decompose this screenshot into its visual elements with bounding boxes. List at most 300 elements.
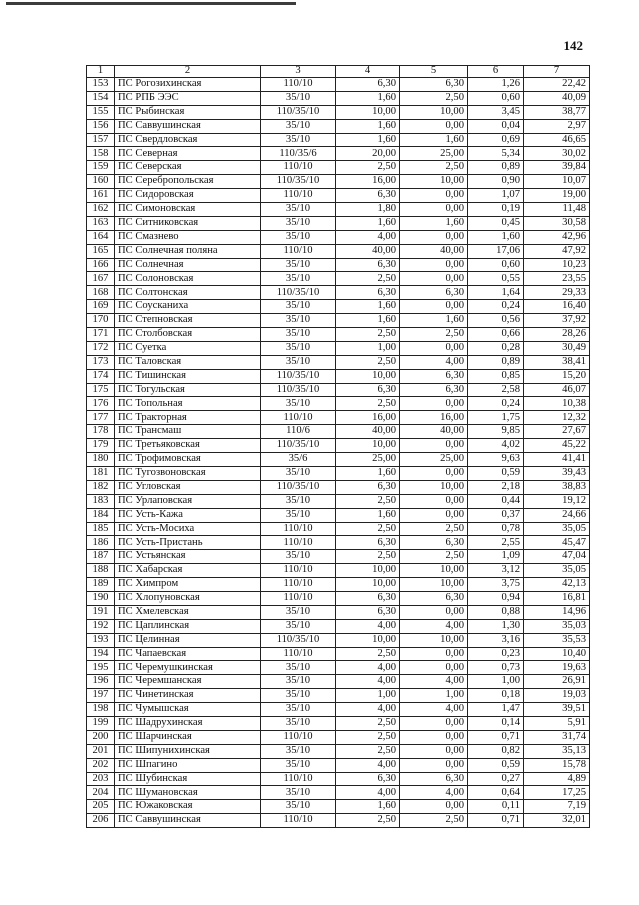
capacity-1-cell: 4,00 — [336, 675, 400, 689]
load-cell: 0,27 — [468, 772, 524, 786]
load-cell: 0,59 — [468, 758, 524, 772]
table-row — [87, 78, 590, 92]
loading-percent-cell: 39,43 — [524, 466, 590, 480]
capacity-2-cell: 0,00 — [400, 716, 468, 730]
capacity-1-cell: 16,00 — [336, 411, 400, 425]
load-cell: 0,94 — [468, 591, 524, 605]
capacity-1-cell: 4,00 — [336, 703, 400, 717]
capacity-1-cell: 1,60 — [336, 133, 400, 147]
substation-name-cell: ПС Серебропольская — [115, 175, 261, 189]
row-number-cell: 201 — [87, 744, 115, 758]
loading-percent-cell: 19,00 — [524, 189, 590, 203]
substation-name-cell: ПС Солнечная — [115, 258, 261, 272]
voltage-cell: 35/10 — [261, 619, 336, 633]
table-row — [87, 411, 590, 425]
column-header: 5 — [400, 66, 468, 78]
table-row — [87, 341, 590, 355]
row-number-cell: 166 — [87, 258, 115, 272]
table-row — [87, 439, 590, 453]
voltage-cell: 110/35/10 — [261, 480, 336, 494]
loading-percent-cell: 30,58 — [524, 216, 590, 230]
capacity-2-cell: 0,00 — [400, 397, 468, 411]
load-cell: 0,90 — [468, 175, 524, 189]
table-row — [87, 314, 590, 328]
table-row — [87, 244, 590, 258]
capacity-1-cell: 2,50 — [336, 161, 400, 175]
loading-percent-cell: 37,92 — [524, 314, 590, 328]
voltage-cell: 35/10 — [261, 341, 336, 355]
capacity-2-cell: 4,00 — [400, 619, 468, 633]
load-cell: 0,71 — [468, 814, 524, 828]
row-number-cell: 203 — [87, 772, 115, 786]
row-number-cell: 177 — [87, 411, 115, 425]
table-row — [87, 689, 590, 703]
capacity-1-cell: 2,50 — [336, 744, 400, 758]
row-number-cell: 186 — [87, 536, 115, 550]
loading-percent-cell: 39,84 — [524, 161, 590, 175]
substation-name-cell: ПС Сидоровская — [115, 189, 261, 203]
load-cell: 0,18 — [468, 689, 524, 703]
capacity-2-cell: 10,00 — [400, 175, 468, 189]
capacity-1-cell: 6,30 — [336, 591, 400, 605]
voltage-cell: 35/10 — [261, 314, 336, 328]
substation-name-cell: ПС Хабарская — [115, 564, 261, 578]
substation-name-cell: ПС Столбовская — [115, 328, 261, 342]
voltage-cell: 110/35/10 — [261, 439, 336, 453]
table-body — [87, 78, 590, 828]
loading-percent-cell: 2,97 — [524, 119, 590, 133]
row-number-cell: 194 — [87, 647, 115, 661]
substation-name-cell: ПС Солнечная поляна — [115, 244, 261, 258]
voltage-cell: 35/10 — [261, 258, 336, 272]
column-header: 2 — [115, 66, 261, 78]
substation-name-cell: ПС Усть-Мосиха — [115, 522, 261, 536]
capacity-1-cell: 2,50 — [336, 814, 400, 828]
loading-percent-cell: 23,55 — [524, 272, 590, 286]
capacity-2-cell: 10,00 — [400, 564, 468, 578]
voltage-cell: 110/10 — [261, 730, 336, 744]
substation-name-cell: ПС Чапаевская — [115, 647, 261, 661]
capacity-1-cell: 2,50 — [336, 716, 400, 730]
capacity-2-cell: 2,50 — [400, 161, 468, 175]
capacity-1-cell: 2,50 — [336, 647, 400, 661]
capacity-2-cell: 6,30 — [400, 369, 468, 383]
voltage-cell: 35/10 — [261, 703, 336, 717]
capacity-2-cell: 4,00 — [400, 355, 468, 369]
voltage-cell: 35/10 — [261, 328, 336, 342]
capacity-2-cell: 10,00 — [400, 105, 468, 119]
load-cell: 0,88 — [468, 605, 524, 619]
loading-percent-cell: 30,49 — [524, 341, 590, 355]
voltage-cell: 110/10 — [261, 244, 336, 258]
loading-percent-cell: 29,33 — [524, 286, 590, 300]
substation-name-cell: ПС Тугозвоновская — [115, 466, 261, 480]
table-row — [87, 647, 590, 661]
loading-percent-cell: 15,20 — [524, 369, 590, 383]
voltage-cell: 35/10 — [261, 203, 336, 217]
capacity-2-cell: 0,00 — [400, 730, 468, 744]
substation-name-cell: ПС Усть-Кажа — [115, 508, 261, 522]
capacity-2-cell: 0,00 — [400, 661, 468, 675]
load-cell: 0,55 — [468, 272, 524, 286]
load-cell: 3,45 — [468, 105, 524, 119]
row-number-cell: 182 — [87, 480, 115, 494]
load-cell: 0,59 — [468, 466, 524, 480]
row-number-cell: 165 — [87, 244, 115, 258]
loading-percent-cell: 10,40 — [524, 647, 590, 661]
substation-name-cell: ПС Угловская — [115, 480, 261, 494]
voltage-cell: 35/10 — [261, 397, 336, 411]
row-number-cell: 168 — [87, 286, 115, 300]
substation-name-cell: ПС Саввушинская — [115, 814, 261, 828]
load-cell: 1,07 — [468, 189, 524, 203]
capacity-2-cell: 0,00 — [400, 341, 468, 355]
row-number-cell: 202 — [87, 758, 115, 772]
load-cell: 0,73 — [468, 661, 524, 675]
table-row — [87, 633, 590, 647]
capacity-1-cell: 10,00 — [336, 578, 400, 592]
table-row — [87, 425, 590, 439]
table-row — [87, 147, 590, 161]
table-row — [87, 578, 590, 592]
load-cell: 17,06 — [468, 244, 524, 258]
loading-percent-cell: 47,92 — [524, 244, 590, 258]
capacity-1-cell: 4,00 — [336, 619, 400, 633]
load-cell: 0,69 — [468, 133, 524, 147]
capacity-1-cell: 2,50 — [336, 355, 400, 369]
load-cell: 2,55 — [468, 536, 524, 550]
loading-percent-cell: 19,12 — [524, 494, 590, 508]
row-number-cell: 171 — [87, 328, 115, 342]
capacity-1-cell: 6,30 — [336, 480, 400, 494]
table-row — [87, 758, 590, 772]
substation-name-cell: ПС Степновская — [115, 314, 261, 328]
capacity-1-cell: 4,00 — [336, 230, 400, 244]
voltage-cell: 110/10 — [261, 522, 336, 536]
row-number-cell: 179 — [87, 439, 115, 453]
capacity-2-cell: 0,00 — [400, 466, 468, 480]
substation-name-cell: ПС Южаковская — [115, 800, 261, 814]
substation-name-cell: ПС Чумышская — [115, 703, 261, 717]
row-number-cell: 176 — [87, 397, 115, 411]
capacity-2-cell: 1,60 — [400, 314, 468, 328]
capacity-1-cell: 1,60 — [336, 508, 400, 522]
row-number-cell: 159 — [87, 161, 115, 175]
row-number-cell: 156 — [87, 119, 115, 133]
substation-name-cell: ПС Черемшанская — [115, 675, 261, 689]
capacity-2-cell: 2,50 — [400, 328, 468, 342]
capacity-1-cell: 6,30 — [336, 286, 400, 300]
capacity-1-cell: 6,30 — [336, 383, 400, 397]
voltage-cell: 35/10 — [261, 91, 336, 105]
load-cell: 0,24 — [468, 300, 524, 314]
voltage-cell: 110/6 — [261, 425, 336, 439]
header-row — [87, 66, 590, 78]
table-row — [87, 772, 590, 786]
substation-name-cell: ПС Шубинская — [115, 772, 261, 786]
capacity-2-cell: 4,00 — [400, 675, 468, 689]
substation-name-cell: ПС Черемушкинская — [115, 661, 261, 675]
capacity-2-cell: 1,60 — [400, 133, 468, 147]
substation-name-cell: ПС Шпагино — [115, 758, 261, 772]
loading-percent-cell: 42,96 — [524, 230, 590, 244]
row-number-cell: 162 — [87, 203, 115, 217]
load-cell: 0,11 — [468, 800, 524, 814]
column-header: 3 — [261, 66, 336, 78]
voltage-cell: 110/10 — [261, 536, 336, 550]
capacity-2-cell: 4,00 — [400, 703, 468, 717]
load-cell: 0,60 — [468, 258, 524, 272]
substation-name-cell: ПС Солтонская — [115, 286, 261, 300]
column-header: 4 — [336, 66, 400, 78]
loading-percent-cell: 45,22 — [524, 439, 590, 453]
voltage-cell: 35/10 — [261, 216, 336, 230]
capacity-2-cell: 0,00 — [400, 647, 468, 661]
row-number-cell: 172 — [87, 341, 115, 355]
capacity-2-cell: 25,00 — [400, 147, 468, 161]
capacity-2-cell: 6,30 — [400, 286, 468, 300]
load-cell: 9,63 — [468, 453, 524, 467]
row-number-cell: 178 — [87, 425, 115, 439]
row-number-cell: 196 — [87, 675, 115, 689]
table-row — [87, 161, 590, 175]
capacity-2-cell: 0,00 — [400, 494, 468, 508]
row-number-cell: 160 — [87, 175, 115, 189]
row-number-cell: 183 — [87, 494, 115, 508]
row-number-cell: 184 — [87, 508, 115, 522]
voltage-cell: 110/10 — [261, 564, 336, 578]
substation-name-cell: ПС Целинная — [115, 633, 261, 647]
load-cell: 0,89 — [468, 161, 524, 175]
capacity-2-cell: 0,00 — [400, 300, 468, 314]
row-number-cell: 161 — [87, 189, 115, 203]
table-row — [87, 355, 590, 369]
load-cell: 9,85 — [468, 425, 524, 439]
row-number-cell: 158 — [87, 147, 115, 161]
substation-name-cell: ПС Тракторная — [115, 411, 261, 425]
voltage-cell: 110/10 — [261, 647, 336, 661]
table-row — [87, 397, 590, 411]
load-cell: 0,45 — [468, 216, 524, 230]
table-row — [87, 328, 590, 342]
capacity-2-cell: 2,50 — [400, 91, 468, 105]
row-number-cell: 191 — [87, 605, 115, 619]
substation-load-table — [86, 65, 590, 828]
voltage-cell: 35/10 — [261, 272, 336, 286]
voltage-cell: 110/35/10 — [261, 105, 336, 119]
substation-name-cell: ПС Шумановская — [115, 786, 261, 800]
voltage-cell: 35/10 — [261, 133, 336, 147]
table-row — [87, 661, 590, 675]
substation-name-cell: ПС Смазнево — [115, 230, 261, 244]
capacity-1-cell: 1,60 — [336, 91, 400, 105]
loading-percent-cell: 38,41 — [524, 355, 590, 369]
row-number-cell: 189 — [87, 578, 115, 592]
voltage-cell: 35/10 — [261, 355, 336, 369]
voltage-cell: 35/10 — [261, 508, 336, 522]
capacity-1-cell: 40,00 — [336, 425, 400, 439]
loading-percent-cell: 32,01 — [524, 814, 590, 828]
table-row — [87, 369, 590, 383]
load-cell: 0,60 — [468, 91, 524, 105]
loading-percent-cell: 42,13 — [524, 578, 590, 592]
capacity-1-cell: 40,00 — [336, 244, 400, 258]
row-number-cell: 185 — [87, 522, 115, 536]
row-number-cell: 154 — [87, 91, 115, 105]
voltage-cell: 35/10 — [261, 786, 336, 800]
load-cell: 1,26 — [468, 78, 524, 92]
loading-percent-cell: 47,04 — [524, 550, 590, 564]
voltage-cell: 110/10 — [261, 772, 336, 786]
capacity-2-cell: 2,50 — [400, 522, 468, 536]
row-number-cell: 198 — [87, 703, 115, 717]
capacity-2-cell: 6,30 — [400, 591, 468, 605]
column-header: 6 — [468, 66, 524, 78]
loading-percent-cell: 10,07 — [524, 175, 590, 189]
loading-percent-cell: 11,48 — [524, 203, 590, 217]
page-number: 142 — [563, 38, 583, 53]
table-row — [87, 286, 590, 300]
row-number-cell: 205 — [87, 800, 115, 814]
load-cell: 0,14 — [468, 716, 524, 730]
capacity-2-cell: 40,00 — [400, 244, 468, 258]
loading-percent-cell: 35,05 — [524, 564, 590, 578]
row-number-cell: 167 — [87, 272, 115, 286]
capacity-1-cell: 4,00 — [336, 786, 400, 800]
capacity-1-cell: 1,00 — [336, 341, 400, 355]
loading-percent-cell: 39,51 — [524, 703, 590, 717]
capacity-1-cell: 1,60 — [336, 314, 400, 328]
substation-name-cell: ПС Ситниковская — [115, 216, 261, 230]
substation-name-cell: ПС Тишинская — [115, 369, 261, 383]
loading-percent-cell: 10,38 — [524, 397, 590, 411]
substation-name-cell: ПС Трофимовская — [115, 453, 261, 467]
loading-percent-cell: 38,83 — [524, 480, 590, 494]
row-number-cell: 199 — [87, 716, 115, 730]
substation-name-cell: ПС Топольная — [115, 397, 261, 411]
voltage-cell: 35/10 — [261, 605, 336, 619]
table-row — [87, 119, 590, 133]
capacity-1-cell: 4,00 — [336, 661, 400, 675]
table-row — [87, 494, 590, 508]
loading-percent-cell: 35,03 — [524, 619, 590, 633]
voltage-cell: 110/10 — [261, 591, 336, 605]
row-number-cell: 200 — [87, 730, 115, 744]
table-row — [87, 230, 590, 244]
table-row — [87, 800, 590, 814]
voltage-cell: 35/10 — [261, 744, 336, 758]
capacity-2-cell: 0,00 — [400, 744, 468, 758]
capacity-1-cell: 10,00 — [336, 105, 400, 119]
substation-name-cell: ПС Свердловская — [115, 133, 261, 147]
substation-name-cell: ПС Северная — [115, 147, 261, 161]
load-cell: 0,19 — [468, 203, 524, 217]
capacity-2-cell: 6,30 — [400, 772, 468, 786]
loading-percent-cell: 38,77 — [524, 105, 590, 119]
loading-percent-cell: 24,66 — [524, 508, 590, 522]
load-cell: 3,12 — [468, 564, 524, 578]
load-cell: 0,71 — [468, 730, 524, 744]
load-cell: 0,44 — [468, 494, 524, 508]
substation-name-cell: ПС Хлопуновская — [115, 591, 261, 605]
loading-percent-cell: 10,23 — [524, 258, 590, 272]
capacity-2-cell: 16,00 — [400, 411, 468, 425]
capacity-2-cell: 10,00 — [400, 480, 468, 494]
row-number-cell: 192 — [87, 619, 115, 633]
load-cell: 0,56 — [468, 314, 524, 328]
substation-name-cell: ПС Шадрухинская — [115, 716, 261, 730]
row-number-cell: 195 — [87, 661, 115, 675]
load-cell: 0,66 — [468, 328, 524, 342]
loading-percent-cell: 22,42 — [524, 78, 590, 92]
table-row — [87, 730, 590, 744]
voltage-cell: 35/10 — [261, 550, 336, 564]
capacity-2-cell: 0,00 — [400, 258, 468, 272]
load-cell: 1,30 — [468, 619, 524, 633]
capacity-2-cell: 10,00 — [400, 633, 468, 647]
load-cell: 0,82 — [468, 744, 524, 758]
row-number-cell: 206 — [87, 814, 115, 828]
capacity-2-cell: 1,00 — [400, 689, 468, 703]
top-scan-rule — [6, 2, 296, 5]
capacity-2-cell: 2,50 — [400, 550, 468, 564]
capacity-2-cell: 1,60 — [400, 216, 468, 230]
table-header — [87, 66, 590, 78]
load-cell: 1,00 — [468, 675, 524, 689]
table-row — [87, 272, 590, 286]
loading-percent-cell: 46,07 — [524, 383, 590, 397]
loading-percent-cell: 19,63 — [524, 661, 590, 675]
capacity-2-cell: 0,00 — [400, 203, 468, 217]
capacity-1-cell: 1,60 — [336, 216, 400, 230]
table-row — [87, 216, 590, 230]
table-row — [87, 453, 590, 467]
row-number-cell: 188 — [87, 564, 115, 578]
voltage-cell: 35/6 — [261, 453, 336, 467]
table-row — [87, 175, 590, 189]
substation-name-cell: ПС Рыбинская — [115, 105, 261, 119]
voltage-cell: 110/10 — [261, 814, 336, 828]
capacity-1-cell: 2,50 — [336, 397, 400, 411]
loading-percent-cell: 19,03 — [524, 689, 590, 703]
substation-name-cell: ПС Солоновская — [115, 272, 261, 286]
voltage-cell: 110/10 — [261, 411, 336, 425]
capacity-2-cell: 4,00 — [400, 786, 468, 800]
loading-percent-cell: 35,05 — [524, 522, 590, 536]
capacity-1-cell: 2,50 — [336, 550, 400, 564]
substation-name-cell: ПС Цаплинская — [115, 619, 261, 633]
load-cell: 0,37 — [468, 508, 524, 522]
load-cell: 1,09 — [468, 550, 524, 564]
loading-percent-cell: 35,13 — [524, 744, 590, 758]
substation-name-cell: ПС Химпром — [115, 578, 261, 592]
capacity-1-cell: 6,30 — [336, 258, 400, 272]
loading-percent-cell: 17,25 — [524, 786, 590, 800]
table-row — [87, 703, 590, 717]
loading-percent-cell: 35,53 — [524, 633, 590, 647]
voltage-cell: 35/10 — [261, 689, 336, 703]
capacity-2-cell: 40,00 — [400, 425, 468, 439]
capacity-2-cell: 0,00 — [400, 439, 468, 453]
table-row — [87, 133, 590, 147]
load-cell: 2,18 — [468, 480, 524, 494]
voltage-cell: 35/10 — [261, 466, 336, 480]
capacity-1-cell: 10,00 — [336, 564, 400, 578]
row-number-cell: 190 — [87, 591, 115, 605]
voltage-cell: 35/10 — [261, 716, 336, 730]
loading-percent-cell: 14,96 — [524, 605, 590, 619]
substation-name-cell: ПС Северская — [115, 161, 261, 175]
